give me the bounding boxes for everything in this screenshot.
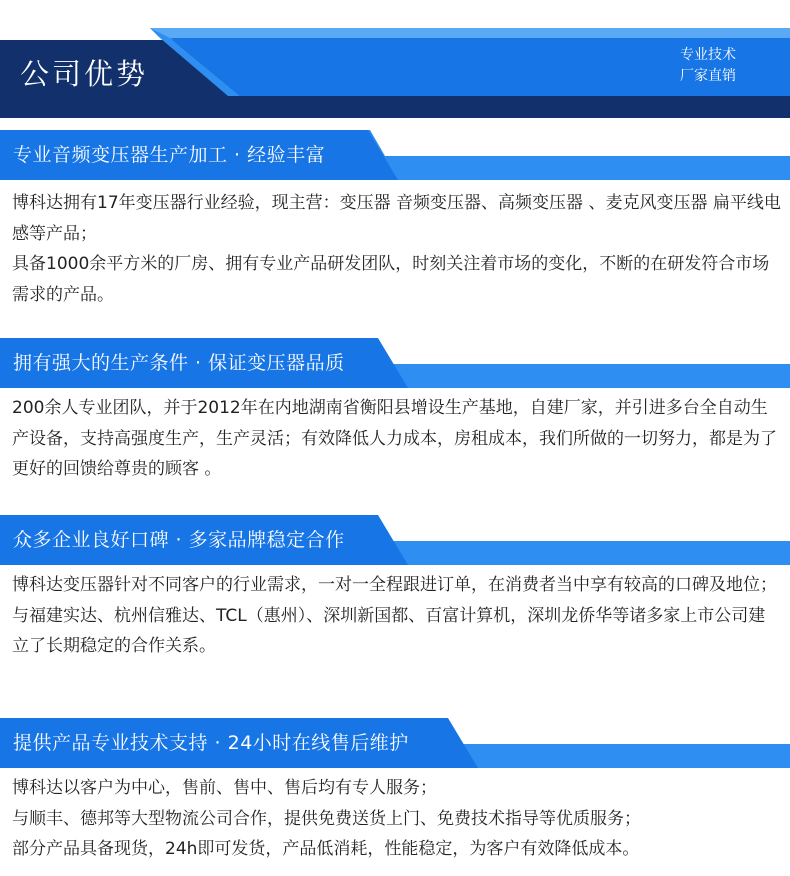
section-header-1	[0, 130, 790, 182]
section-header-3	[0, 515, 790, 567]
section-header-4	[0, 718, 790, 770]
paragraph: 200余人专业团队，并于2012年在内地湖南省衡阳县增设生产基地，自建厂家，并引进多台全自动生产设备，支持高强度生产，生产灵活；有效降低人力成本，房租成本，我们所做的一切努力，都是为了更好的回馈给尊贵的顾客 。	[12, 398, 777, 479]
paragraph: 具备1000余平方米的厂房、拥有专业产品研发团队，时刻关注着市场的变化，不断的在研发符合市场需求的产品。	[12, 254, 770, 305]
section-title: 专业音频变压器生产加工 · 经验丰富	[13, 144, 326, 166]
section-body-4	[12, 773, 782, 865]
paragraph: 与顺丰、德邦等大型物流公司合作，提供免费送货上门、免费技术指导等优质服务；	[12, 808, 641, 829]
paragraph: 部分产品具备现货，24h即可发货，产品低消耗，性能稳定，为客户有效降低成本。	[12, 839, 640, 859]
header-banner	[0, 0, 790, 118]
section-body-3	[12, 570, 782, 662]
paragraph: 博科达以客户为中心，售前、售中、售后均有专人服务；	[12, 778, 437, 798]
paragraph: 与福建实达、杭州信雅达、TCL（惠州）、深圳新国都、百富计算机，深圳龙侨华等诸多家上市公司建立了长期稳定的合作关系。	[12, 605, 766, 656]
section-header-2	[0, 338, 790, 390]
paragraph: 博科达拥有17年变压器行业经验，现主营：变压器 音频变压器、高频变压器 、麦克风变压器 扁平线电感等产品；	[12, 193, 781, 244]
tag-professional-tech: 专业技术	[680, 47, 736, 63]
page-title: 公司优势	[20, 57, 149, 91]
paragraph: 博科达变压器针对不同客户的行业需求，一对一全程跟进订单，在消费者当中享有较高的口碑及地位；	[12, 575, 777, 595]
section-body-2	[12, 393, 782, 485]
section-body-1	[12, 188, 782, 310]
tag-factory-direct: 厂家直销	[680, 68, 736, 84]
section-title: 拥有强大的生产条件 · 保证变压器品质	[13, 352, 345, 374]
section-title: 提供产品专业技术支持 · 24小时在线售后维护	[13, 732, 409, 754]
section-title: 众多企业良好口碑 · 多家品牌稳定合作	[13, 529, 345, 551]
banner-tags	[680, 45, 736, 87]
